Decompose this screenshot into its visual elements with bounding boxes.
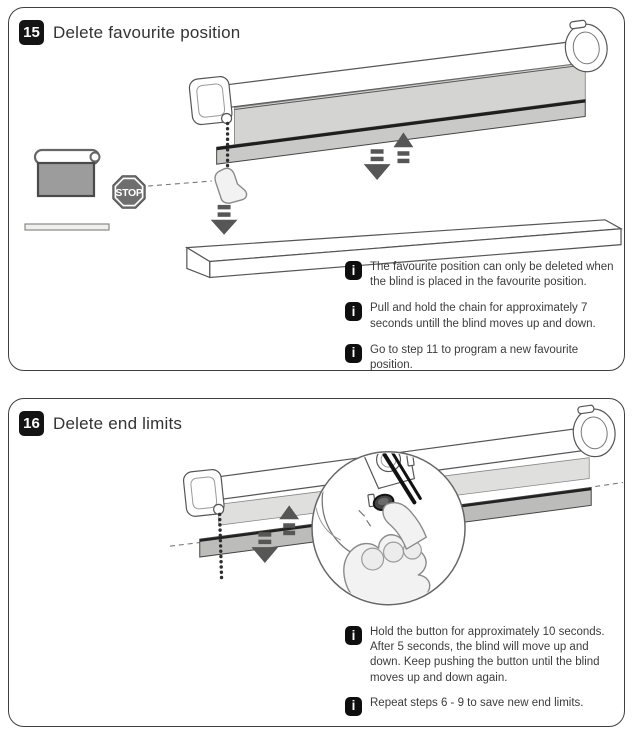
info-note [345, 260, 617, 290]
step-15-header [19, 20, 240, 45]
stop-sign-label: STOP [115, 186, 143, 199]
notes-list [345, 260, 617, 373]
guide-dashed-line [595, 483, 623, 487]
guide-dashed-line [148, 181, 212, 186]
stop-sign-icon [113, 176, 145, 208]
favourite-position-pictogram [23, 140, 153, 240]
step-title: Delete favourite position [53, 22, 241, 42]
step-number-badge: 15 [19, 20, 44, 45]
info-icon: i [345, 344, 362, 363]
info-note [345, 301, 617, 331]
step-panel-15 [8, 7, 625, 371]
mini-window-sill [25, 224, 109, 230]
info-note [345, 625, 621, 686]
step-number-badge: 16 [19, 411, 44, 436]
chain-sprocket [214, 504, 224, 514]
note-text: The favourite position can only be deleted when the blind is placed in the favourite position. [370, 261, 614, 289]
mini-roller-tube [35, 150, 99, 164]
blind-down-arrow-icon [364, 149, 391, 180]
hand-pulling-chain-icon [215, 168, 247, 203]
mini-blind-fabric [38, 163, 94, 196]
mini-roller-end [91, 153, 100, 162]
note-text: Repeat steps 6 - 9 to save new end limits. [370, 696, 584, 709]
step-16-header [19, 411, 182, 436]
info-note [345, 343, 617, 373]
note-text: Pull and hold the chain for approximately 7 seconds untill the blind moves up and down. [370, 302, 596, 330]
pull-down-arrow-icon [211, 205, 238, 235]
info-icon: i [345, 302, 362, 321]
info-icon: i [345, 697, 362, 716]
info-icon: i [345, 626, 362, 645]
info-note [345, 696, 621, 716]
pull-chain [220, 514, 222, 580]
chain-sprocket [222, 113, 232, 123]
step-panel-16 [8, 398, 625, 727]
info-icon: i [345, 261, 362, 280]
note-text: Hold the button for approximately 10 seconds. After 5 seconds, the blind will move up and down. Keep pushing the button until the blind moves up and down again. [370, 626, 605, 684]
left-end-bracket [189, 76, 233, 126]
note-text: Go to step 11 to program a new favourite position. [370, 343, 579, 371]
step-title: Delete end limits [53, 413, 183, 433]
notes-list [345, 625, 621, 716]
left-end-bracket [183, 469, 225, 517]
guide-dashed-line [170, 542, 204, 546]
